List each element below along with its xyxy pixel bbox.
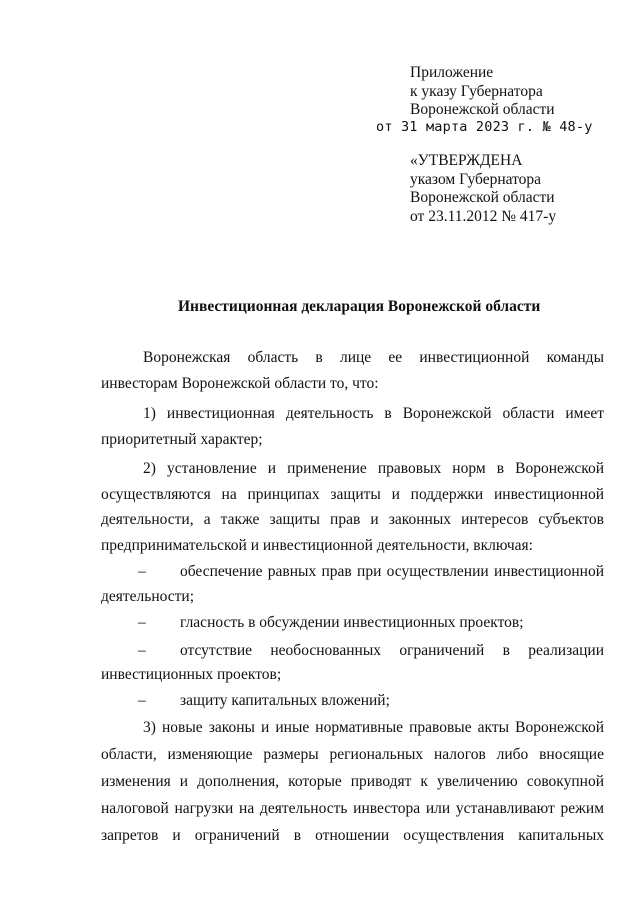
- approval-line-3: Воронежской области: [410, 189, 555, 207]
- document-title-text: Инвестиционная декларация Воронежской области: [178, 298, 541, 315]
- list-item-4-line-1: защиту капитальных вложений;: [180, 692, 390, 709]
- list-item-3-line-1: отсутствие необоснованных ограничений в реализации: [180, 642, 604, 659]
- appendix-line-1: Приложение: [410, 64, 494, 81]
- document-title: [0, 298, 640, 316]
- approval-line-4: от 23.11.2012 № 417-у: [410, 208, 557, 226]
- list-dash-3: –: [138, 642, 146, 659]
- paragraph-4-line-4: налоговой нагрузки на деятельность инвестора или устанавливают режим: [101, 800, 604, 817]
- approval-block: [410, 152, 556, 227]
- paragraph-4-line-3: изменения и дополнения, которые приводят к увеличению совокупной: [101, 773, 604, 790]
- paragraph-1-line-2: инвесторам Воронежской области то, что:: [101, 375, 379, 392]
- paragraph-2-line-1: 1) инвестиционная деятельность в Воронежской области имеет: [143, 405, 604, 422]
- paragraph-4-line-1: 3) новые законы и иные нормативные правовые акты Воронежской: [143, 719, 604, 736]
- list-dash-4: –: [138, 692, 146, 709]
- paragraph-4-line-2: области, изменяющие размеры региональных налогов либо вносящие: [101, 746, 604, 763]
- list-item-2-line-1: гласность в обсуждении инвестиционных проектов;: [180, 614, 524, 631]
- paragraph-3-line-2: осуществляются на принципах защиты и поддержки инвестиционной: [101, 486, 604, 503]
- appendix-line-2: к указу Губернатора: [410, 82, 543, 100]
- list-item-1-line-2: деятельности;: [101, 588, 195, 605]
- list-item-1-line-1: обеспечение равных прав при осуществлении инвестиционной: [180, 563, 604, 580]
- appendix-line-3: Воронежской области: [410, 101, 555, 118]
- paragraph-3-line-1: 2) установление и применение правовых норм в Воронежской: [143, 460, 604, 477]
- approval-line-1: «УТВЕРЖДЕНА: [410, 152, 523, 169]
- paragraph-2-line-2: приоритетный характер;: [101, 431, 263, 448]
- list-dash-2: –: [138, 614, 146, 631]
- approval-line-2: указом Губернатора: [410, 170, 542, 188]
- paragraph-3-line-4: предпринимательской и инвестиционной деятельности, включая:: [101, 537, 533, 554]
- appendix-block: [410, 64, 555, 120]
- list-dash-1: –: [138, 563, 146, 580]
- paragraph-4-line-5: запретов и ограничений в отношении осуществления капитальных: [101, 827, 604, 844]
- decree-stamp: от 31 марта 2023 г. № 48-у: [376, 119, 593, 135]
- list-item-3-line-2: инвестиционных проектов;: [101, 666, 282, 683]
- paragraph-1-line-1: Воронежская область в лице ее инвестиционной команды: [143, 349, 604, 366]
- paragraph-3-line-3: деятельности, а также защиты прав и законных интересов субъектов: [101, 511, 604, 528]
